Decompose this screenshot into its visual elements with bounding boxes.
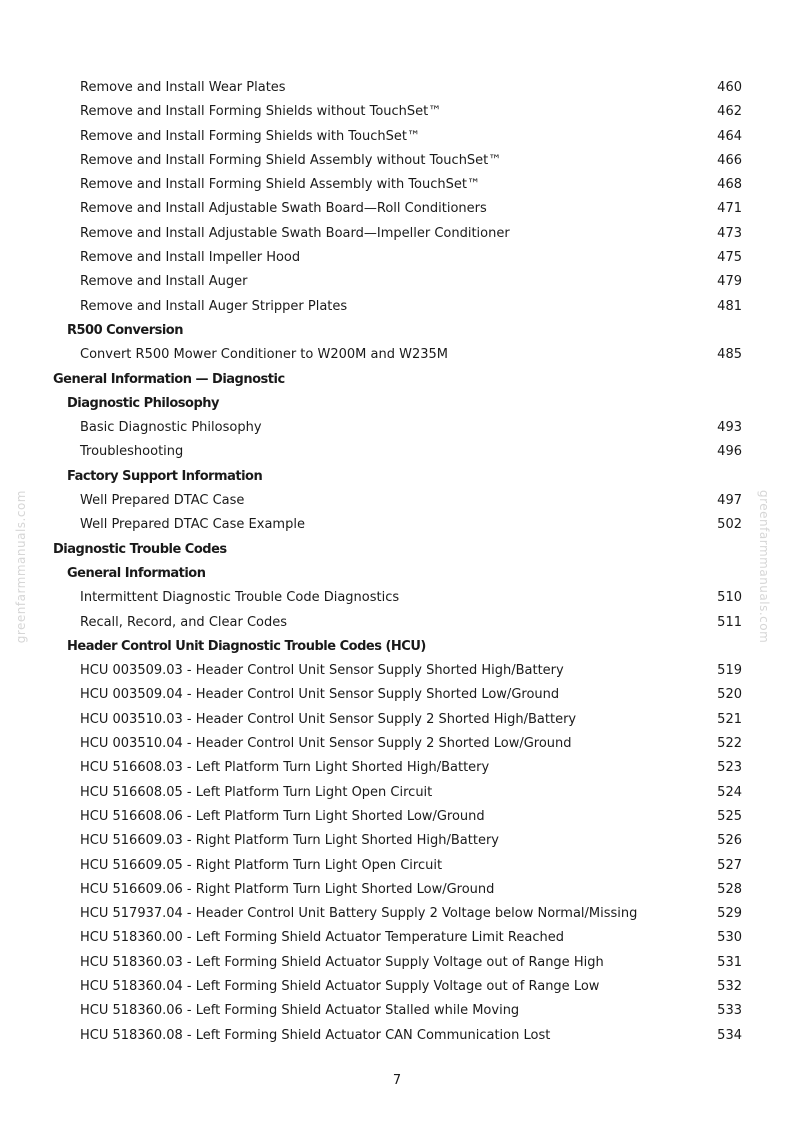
toc-page-number: 460 [717,80,742,95]
toc-subsection [0,319,794,343]
toc-page-number: 527 [717,857,742,873]
toc-entry-title: HCU 003510.04 - Header Control Unit Sensor Supply 2 Shorted Low/Ground [80,736,572,752]
toc-subsection-title: General Information [67,565,206,581]
toc-page-number: 533 [717,1003,742,1019]
toc-page-number: 479 [717,274,742,290]
toc-subsection [0,562,794,586]
toc-entry-title: Remove and Install Forming Shield Assembly with TouchSet™ [80,177,480,193]
toc-page-number: 530 [717,930,742,946]
toc-subsection [0,465,794,489]
toc-entry[interactable] [0,926,794,950]
toc-subsection-title: Diagnostic Philosophy [67,395,219,411]
toc-page-number: 534 [717,1027,742,1043]
toc-entry[interactable] [0,659,794,683]
toc-entry-title: Well Prepared DTAC Case [80,493,245,509]
toc-entry[interactable] [0,343,794,367]
toc-entry[interactable] [0,829,794,853]
toc-entry-title: Remove and Install Forming Shields without TouchSet™ [80,104,442,120]
toc-entry-title: HCU 003510.03 - Header Control Unit Sensor Supply 2 Shorted High/Battery [80,711,577,727]
toc-page-number: 468 [717,177,742,193]
toc-entry-title: Remove and Install Impeller Hood [80,250,301,266]
toc-entry-title: HCU 516608.03 - Left Platform Turn Light Shorted High/Battery [80,760,490,776]
toc-entry[interactable] [0,805,794,829]
toc-entry-title: HCU 518360.06 - Left Forming Shield Actuator Stalled while Moving [80,1003,520,1019]
toc-page-number: 475 [717,250,742,266]
toc-page-number: 528 [717,881,742,897]
toc-page-number: 464 [717,128,742,144]
toc-entry-title: Remove and Install Forming Shields with TouchSet™ [80,128,420,144]
toc-page-number: 532 [717,978,742,994]
toc-entry-title: HCU 518360.00 - Left Forming Shield Actuator Temperature Limit Reached [80,930,564,946]
toc-entry[interactable] [0,951,794,975]
toc-entry-title: Basic Diagnostic Philosophy [80,420,262,436]
toc-entry[interactable] [0,76,794,100]
toc-entry[interactable] [0,975,794,999]
toc-entry-title: Remove and Install Adjustable Swath Board—Impeller Conditioner [80,225,510,241]
toc-entry-title: Remove and Install Auger Stripper Plates [80,298,348,314]
toc-page-number: 481 [717,298,742,314]
toc-page-number: 496 [717,444,742,460]
toc-subsection [0,392,794,416]
toc-entry[interactable] [0,149,794,173]
table-of-contents [0,76,794,1048]
toc-page-number: 497 [717,493,742,509]
toc-entry[interactable] [0,756,794,780]
toc-entry[interactable] [0,100,794,124]
page-number: 7 [392,1073,402,1088]
toc-page-number: 523 [717,760,742,776]
toc-entry-title: HCU 003509.03 - Header Control Unit Sensor Supply Shorted High/Battery [80,663,564,679]
toc-page-number: 462 [717,104,742,120]
toc-entry[interactable] [0,270,794,294]
toc-subsection-title: Factory Support Information [67,468,263,484]
toc-page-number: 485 [717,347,742,363]
toc-entry-title: Intermittent Diagnostic Trouble Code Diagnostics [80,590,400,606]
toc-entry-title: Remove and Install Auger [80,274,248,290]
toc-section [0,368,794,392]
toc-page-number: 502 [717,517,742,533]
toc-subsection [0,635,794,659]
toc-page-number: 521 [717,711,742,727]
toc-entry-title: HCU 517937.04 - Header Control Unit Battery Supply 2 Voltage below Normal/Missing [80,906,638,922]
toc-entry-title: Troubleshooting [80,444,184,460]
toc-entry-title: HCU 003509.04 - Header Control Unit Sensor Supply Shorted Low/Ground [80,687,560,703]
watermark-left: greenfarmmanuals.com [14,490,28,644]
toc-subsection-title: Header Control Unit Diagnostic Trouble Codes (HCU) [67,638,426,654]
toc-page-number: 522 [717,736,742,752]
toc-entry[interactable] [0,708,794,732]
toc-page-number: 519 [717,663,742,679]
toc-entry[interactable] [0,125,794,149]
toc-entry-title: HCU 516608.06 - Left Platform Turn Light Shorted Low/Ground [80,808,485,824]
toc-entry[interactable] [0,197,794,221]
toc-entry-title: Remove and Install Forming Shield Assembly without TouchSet™ [80,152,502,168]
toc-page-number: 466 [717,152,742,168]
toc-entry[interactable] [0,878,794,902]
toc-entry-title: HCU 516609.03 - Right Platform Turn Light Shorted High/Battery [80,833,499,849]
toc-entry[interactable] [0,586,794,610]
toc-entry[interactable] [0,683,794,707]
toc-entry[interactable] [0,173,794,197]
toc-entry[interactable] [0,1024,794,1048]
toc-entry[interactable] [0,489,794,513]
toc-section-title: Diagnostic Trouble Codes [53,541,227,557]
toc-page-number: 471 [717,201,742,217]
toc-page-number: 525 [717,808,742,824]
toc-entry-title: HCU 518360.04 - Left Forming Shield Actuator Supply Voltage out of Range Low [80,978,600,994]
toc-entry-title: Remove and Install Adjustable Swath Board—Roll Conditioners [80,201,487,217]
toc-entry[interactable] [0,611,794,635]
toc-section-title: General Information — Diagnostic [53,371,285,387]
toc-page-number: 511 [717,614,742,630]
toc-entry[interactable] [0,295,794,319]
toc-page-number: 529 [717,906,742,922]
toc-entry-title: HCU 518360.03 - Left Forming Shield Actuator Supply Voltage out of Range High [80,954,604,970]
toc-entry-title: HCU 518360.08 - Left Forming Shield Actuator CAN Communication Lost [80,1027,551,1043]
toc-entry-title: HCU 516609.05 - Right Platform Turn Light Open Circuit [80,857,443,873]
toc-page-number: 493 [717,420,742,436]
toc-entry[interactable] [0,416,794,440]
toc-page-number: 473 [717,225,742,241]
toc-entry-title: Well Prepared DTAC Case Example [80,517,305,533]
watermark-right: greenfarmmanuals.com [757,490,771,644]
toc-entry[interactable] [0,854,794,878]
toc-entry[interactable] [0,513,794,537]
toc-entry[interactable] [0,781,794,805]
toc-entry[interactable] [0,440,794,464]
toc-page-number: 524 [717,784,742,800]
toc-section [0,538,794,562]
toc-page-number: 520 [717,687,742,703]
toc-entry-title: HCU 516608.05 - Left Platform Turn Light Open Circuit [80,784,433,800]
toc-page-number: 531 [717,954,742,970]
toc-entry[interactable] [0,902,794,926]
toc-entry-title: Convert R500 Mower Conditioner to W200M and W235M [80,347,448,363]
toc-entry[interactable] [0,999,794,1023]
toc-entry[interactable] [0,222,794,246]
toc-entry-title: Recall, Record, and Clear Codes [80,614,288,630]
toc-subsection-title: R500 Conversion [67,322,183,338]
toc-entry[interactable] [0,732,794,756]
toc-entry[interactable] [0,246,794,270]
toc-page-number: 526 [717,833,742,849]
toc-entry-title: Remove and Install Wear Plates [80,80,286,95]
toc-page-number: 510 [717,590,742,606]
toc-entry-title: HCU 516609.06 - Right Platform Turn Light Shorted Low/Ground [80,881,495,897]
